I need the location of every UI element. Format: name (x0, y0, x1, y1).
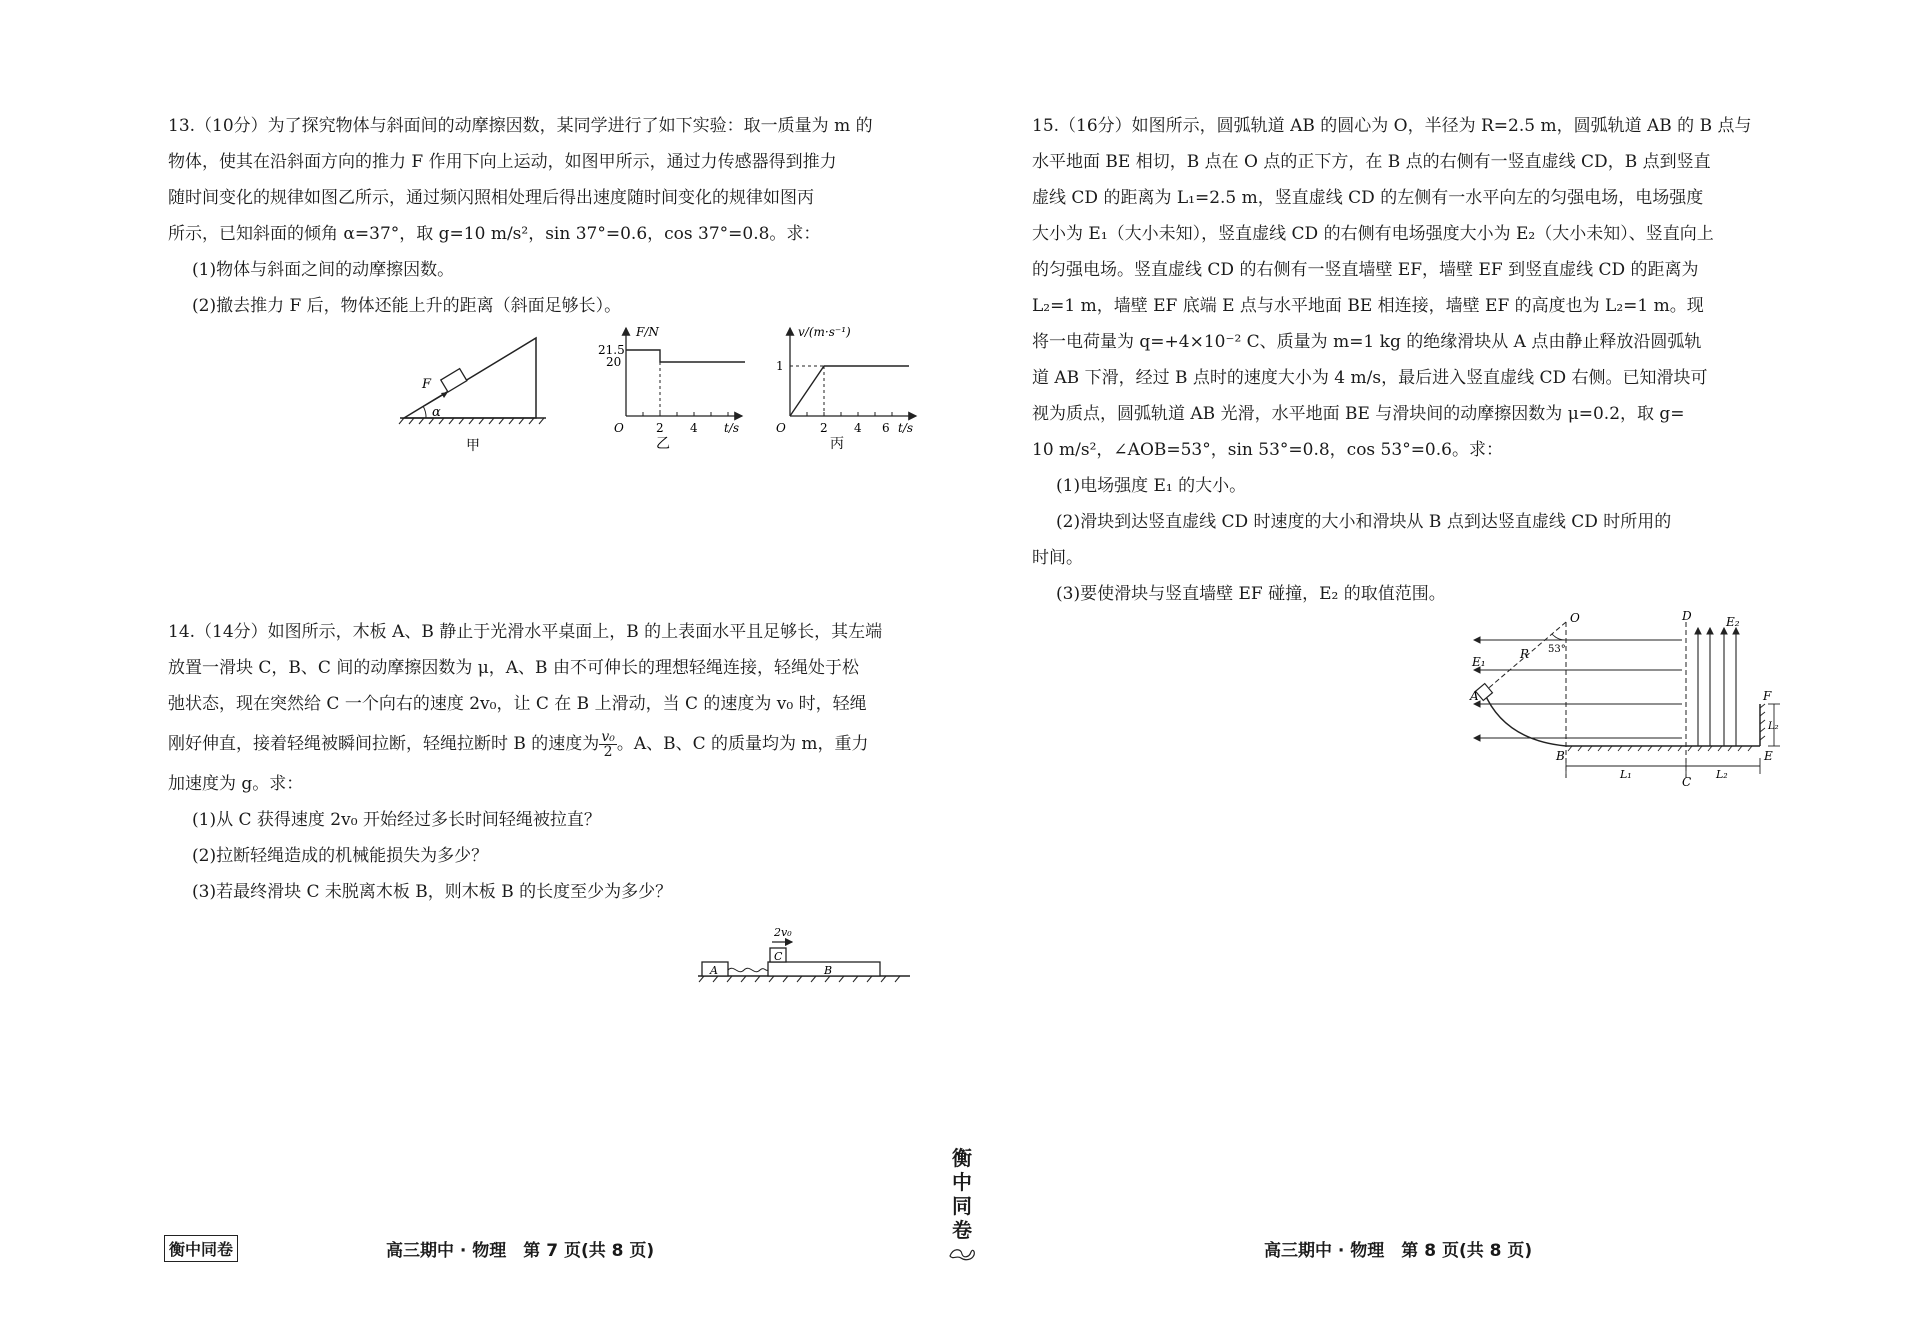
q13-line-4: 所示，已知斜面的倾角 α=37°，取 g=10 m/s²，sin 37°=0.6，cos 37°=0.8。求： (168, 224, 821, 244)
chart-yi-origin: O (614, 421, 624, 435)
chart-bing-xtick-3: 6 (882, 421, 890, 435)
q15-line-5: 的匀强电场。竖直虚线 CD 的右侧有一竖直墙壁 EF，墙壁 EF 到竖直虚线 CD 的距离为 (1032, 260, 1699, 280)
question-13 (168, 108, 928, 324)
dimension-l1-label: L₁ (1620, 768, 1632, 781)
q15-line-2: 水平地面 BE 相切，B 点在 O 点的正下方，在 B 点的右侧有一竖直虚线 CD，B 点到竖直 (1032, 152, 1711, 172)
left-page-footer: 高三期中 · 物理 第 7 页(共 8 页) (386, 1241, 655, 1261)
board-b-label: B (824, 964, 833, 977)
q14-line-1: 14.（14分）如图所示，木板 A、B 静止于光滑水平桌面上，B 的上表面水平且足够长，其左端 (168, 622, 883, 642)
seal-char-4: 卷 (952, 1218, 972, 1242)
figure-force-time-graph (596, 320, 746, 455)
q13-sub-1: (1)物体与斜面之间的动摩擦因数。 (192, 260, 455, 280)
chart-yi-ylabel: F/N (636, 325, 659, 339)
velocity-label: 2v₀ (774, 926, 792, 939)
chart-bing-ytick-1: 1 (776, 359, 784, 373)
figure-track-field (1464, 608, 1784, 788)
point-o-label: O (1570, 611, 1580, 625)
angle-label: 53° (1548, 644, 1566, 655)
board-a-label: A (710, 964, 718, 977)
chart-bing-ylabel: v/(m·s⁻¹) (798, 325, 851, 339)
point-a-label: A (1470, 689, 1479, 703)
chart-bing-xtick-2: 4 (854, 421, 862, 435)
q15-line-4: 大小为 E₁（大小未知），竖直虚线 CD 的右侧有电场强度大小为 E₂（大小未知）、竖直向上 (1032, 224, 1714, 244)
seal-char-2: 中 (952, 1170, 972, 1194)
q14-sub-3: (3)若最终滑块 C 未脱离木板 B，则木板 B 的长度至少为多少？ (192, 882, 673, 902)
figure-incline (396, 328, 566, 458)
point-d-label: D (1682, 609, 1692, 623)
slider-c-label: C (774, 950, 783, 963)
q14-line-4-b: 。A、B、C 的质量均为 m，重力 (616, 734, 869, 754)
chart-yi-xtick-1: 2 (656, 421, 664, 435)
q15-sub-2a: (2)滑块到达竖直虚线 CD 时速度的大小和滑块从 B 点到达竖直虚线 CD 时所用的 (1056, 512, 1672, 532)
q15-line-10: 10 m/s²，∠AOB=53°，sin 53°=0.8，cos 53°=0.6。求： (1032, 440, 1503, 460)
q13-line-1: 13.（10分）为了探究物体与斜面间的动摩擦因数，某同学进行了如下实验：取一质量为 m 的 (168, 116, 873, 136)
radius-r-label: R (1520, 647, 1530, 661)
q15-sub-2b: 时间。 (1032, 548, 1083, 568)
q14-line-4-a: 刚好伸直，接着轻绳被瞬间拉断，轻绳拉断时 B 的速度为 (168, 734, 600, 754)
chart-bing-series-line (790, 366, 909, 416)
q13-line-3: 随时间变化的规律如图乙所示，通过频闪照相处理后得出速度随时间变化的规律如图丙 (168, 188, 814, 208)
q15-line-9: 视为质点，圆弧轨道 AB 光滑，水平地面 BE 与滑块间的动摩擦因数为 μ=0.2，取 g= (1032, 404, 1685, 424)
q14-line-4 (168, 722, 928, 766)
chart-bing-xlabel: t/s (898, 421, 914, 435)
q15-line-6: L₂=1 m，墙壁 EF 底端 E 点与水平地面 BE 相连接，墙壁 EF 的高度也为 L₂=1 m。现 (1032, 296, 1704, 316)
fraction-denominator: 2 (603, 744, 613, 760)
chart-bing-series (790, 366, 909, 416)
field-e2-label: E₂ (1726, 615, 1740, 629)
q14-sub-2: (2)拉断轻绳造成的机械能损失为多少？ (192, 846, 489, 866)
q14-sub-1: (1)从 C 获得速度 2v₀ 开始经过多长时间轻绳被拉直？ (192, 810, 601, 830)
chart-yi-xtick-2: 4 (690, 421, 698, 435)
fraction-v0-over-2 (599, 730, 617, 759)
q14-line-5: 加速度为 g。求： (168, 774, 304, 794)
point-e-label: E (1764, 749, 1773, 763)
field-e1-label: E₁ (1472, 655, 1486, 669)
question-15 (1032, 108, 1772, 612)
chart-bing-origin: O (776, 421, 786, 435)
q15-line-7: 将一电荷量为 q=+4×10⁻² C、质量为 m=1 kg 的绝缘滑块从 A 点由静止释放沿圆弧轨 (1032, 332, 1702, 352)
seal-wave-icon (947, 1244, 977, 1262)
fraction-numerator: v₀ (601, 729, 615, 745)
center-seal (944, 1146, 980, 1262)
q15-line-8: 道 AB 下滑，经过 B 点时的速度大小为 4 m/s，最后进入竖直虚线 CD 右侧。已知滑块可 (1032, 368, 1708, 388)
q15-sub-1: (1)电场强度 E₁ 的大小。 (1056, 476, 1247, 496)
q15-line-1: 15.（16分）如图所示，圆弧轨道 AB 的圆心为 O，半径为 R=2.5 m，圆弧轨道 AB 的 B 点与 (1032, 116, 1752, 136)
seal-char-1: 衡 (952, 1146, 972, 1170)
caption-yi: 乙 (656, 436, 670, 452)
caption-jia: 甲 (466, 438, 480, 454)
question-14 (168, 614, 928, 910)
chart-yi-series-line (626, 350, 745, 362)
figure-boards (694, 920, 924, 995)
q15-sub-3: (3)要使滑块与竖直墙壁 EF 碰撞，E₂ 的取值范围。 (1056, 584, 1446, 604)
chart-yi-series (626, 350, 745, 416)
chart-yi-ytick-1: 21.5 (598, 343, 625, 357)
chart-bing-xtick-1: 2 (820, 421, 828, 435)
point-c-label: C (1682, 775, 1692, 788)
q13-sub-2: (2)撤去推力 F 后，物体还能上升的距离（斜面足够长）。 (192, 296, 622, 316)
figure-velocity-time-graph (768, 320, 928, 455)
incline-angle-label: α (432, 405, 441, 420)
q13-line-2: 物体，使其在沿斜面方向的推力 F 作用下向上运动，如图甲所示，通过力传感器得到推力 (168, 152, 837, 172)
point-b-label: B (1556, 749, 1565, 763)
seal-char-3: 同 (952, 1194, 972, 1218)
right-page-footer: 高三期中 · 物理 第 8 页(共 8 页) (1264, 1241, 1533, 1261)
point-f-label: F (1763, 689, 1772, 703)
dimension-l2-bottom-label: L₂ (1716, 768, 1728, 781)
dimension-l2-side-label: L₂ (1768, 721, 1779, 732)
incline-force-label: F (422, 377, 432, 392)
q14-line-3: 弛状态，现在突然给 C 一个向右的速度 2v₀，让 C 在 B 上滑动，当 C 的速度为 v₀ 时，轻绳 (168, 694, 867, 714)
chart-yi-xlabel: t/s (724, 421, 740, 435)
chart-yi-ytick-2: 20 (606, 355, 622, 369)
q15-line-3: 虚线 CD 的距离为 L₁=2.5 m，竖直虚线 CD 的左侧有一水平向左的匀强电场，电场强度 (1032, 188, 1704, 208)
stamp-box: 衡中同卷 (164, 1235, 238, 1262)
q14-line-2: 放置一滑块 C，B、C 间的动摩擦因数为 μ，A、B 由不可伸长的理想轻绳连接，轻绳处于松 (168, 658, 859, 678)
caption-bing: 丙 (830, 436, 844, 452)
